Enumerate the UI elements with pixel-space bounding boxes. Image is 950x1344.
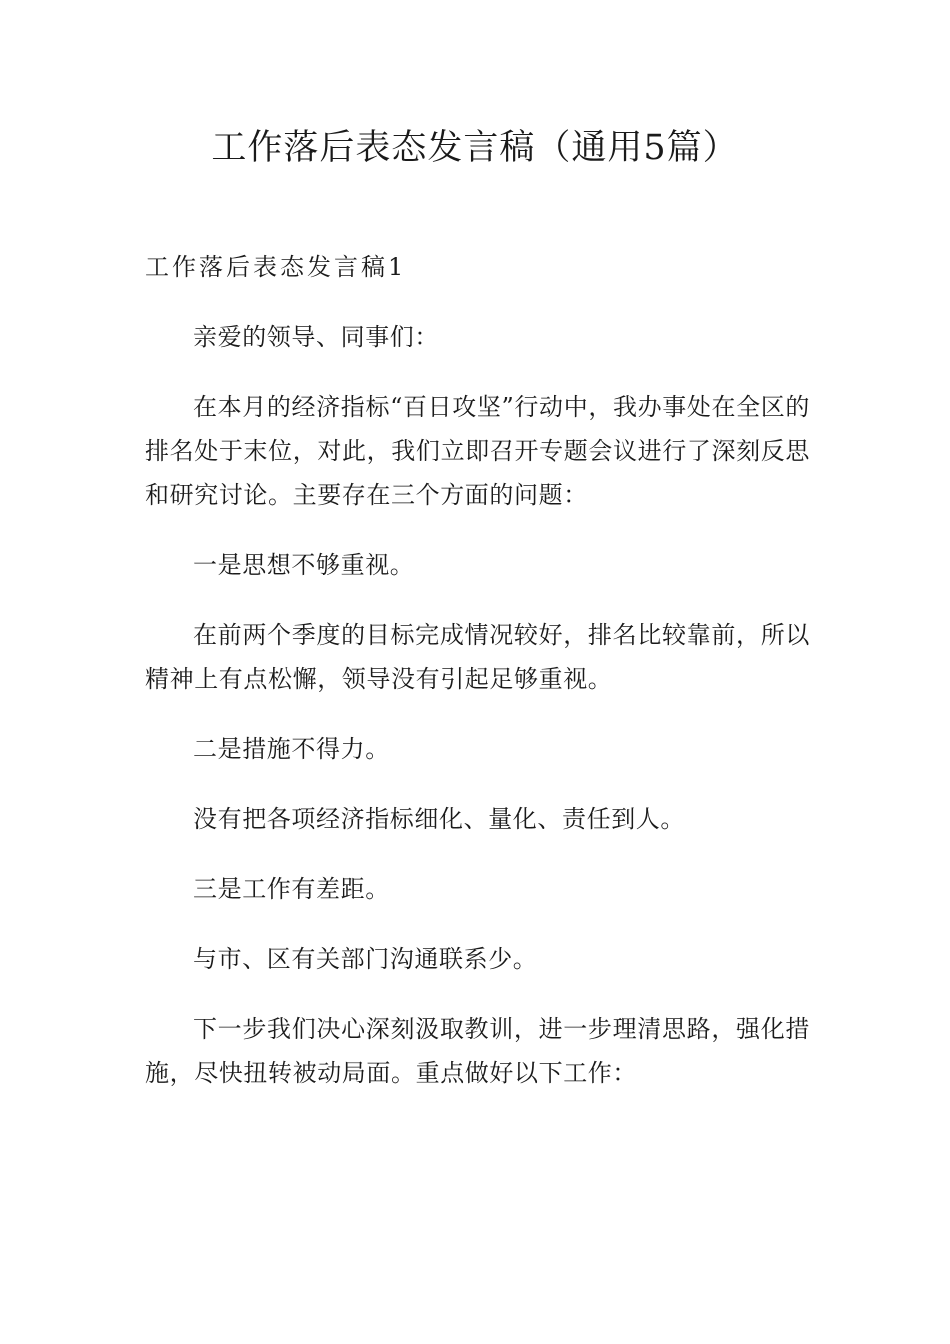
document-title: 工作落后表态发言稿（通用5篇） <box>211 128 739 168</box>
paragraph-point-2-detail: 没有把各项经济指标细化、量化、责任到人。 <box>193 805 685 833</box>
section-heading: 工作落后表态发言稿1 <box>145 253 407 281</box>
paragraph-point-3-detail: 与市、区有关部门沟通联系少。 <box>193 945 538 973</box>
paragraph-point-1: 一是思想不够重视。 <box>193 551 415 579</box>
paragraph-intro: 在本月的经济指标“百日攻坚”行动中，我办事处在全区的排名处于末位，对此，我们立即召开专题会议进行了深刻反思和研究讨论。主要存在三个方面的问题： <box>145 393 810 509</box>
paragraph-point-1-detail: 在前两个季度的目标完成情况较好，排名比较靠前，所以精神上有点松懈，领导没有引起足够重视。 <box>145 621 810 693</box>
document-body <box>145 315 810 1121</box>
paragraph-salutation: 亲爱的领导、同事们： <box>193 323 439 351</box>
paragraph-next-steps: 下一步我们决心深刻汲取教训，进一步理清思路，强化措施，尽快扭转被动局面。重点做好以下工作： <box>145 1015 810 1087</box>
paragraph-point-3: 三是工作有差距。 <box>193 875 390 903</box>
paragraph-point-2: 二是措施不得力。 <box>193 735 390 763</box>
